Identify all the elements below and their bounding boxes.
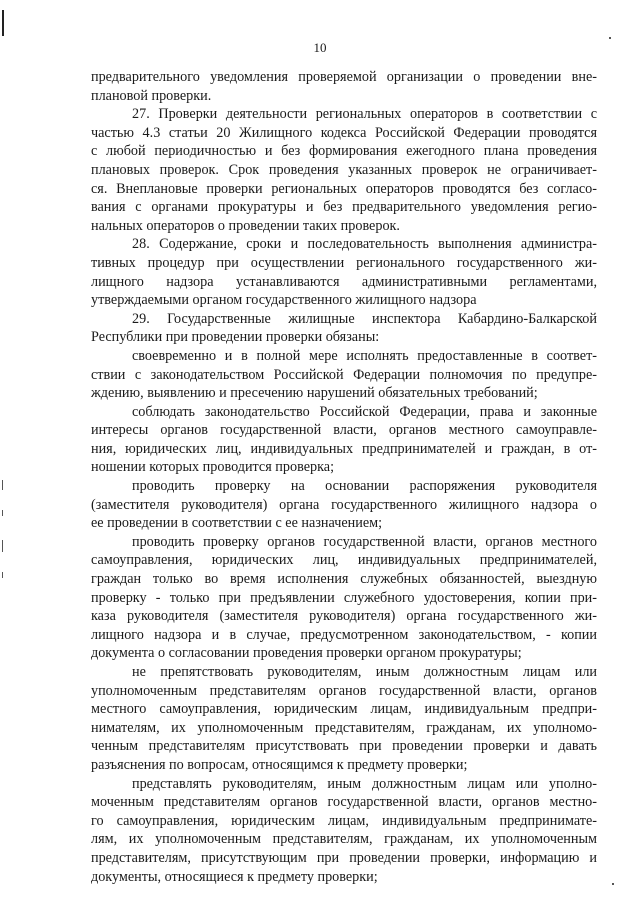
text-line: ждению, выявлению и пресечению нарушений обязательных требований; xyxy=(91,385,538,402)
text-line: с любой периодичностью и без формирования ежегодного плана проведения xyxy=(91,143,597,160)
text-line: тивных процедур при осуществлении регионального государственного жи- xyxy=(91,254,597,271)
text-line: утверждаемыми органом государственного жилищного надзора xyxy=(91,292,477,309)
paragraph xyxy=(91,68,597,105)
text-line: каза руководителя (заместителя руководителя) органа государственного жи- xyxy=(91,608,597,625)
text-line: проводить проверку на основании распоряжения руководителя xyxy=(132,478,597,495)
scan-speck xyxy=(612,883,614,885)
text-line: 28. Содержание, сроки и последовательность выполнения администра- xyxy=(132,236,597,253)
text-line: разъяснения по вопросам, относящимся к предмету проверки; xyxy=(91,756,468,773)
paragraph xyxy=(91,403,597,477)
text-line: представлять руководителям, иным должностным лицам или уполно- xyxy=(132,775,597,792)
text-line: уполномоченным представителям органов государственной власти, органов xyxy=(91,682,597,699)
text-line: соблюдать законодательство Российской Федерации, права и законные xyxy=(132,403,597,420)
scan-speck xyxy=(2,572,3,578)
text-line: местного самоуправления, юридическим лицам, индивидуальным предпри- xyxy=(91,701,597,718)
text-line: своевременно и в полной мере исполнять предоставленные в соответ- xyxy=(132,347,597,364)
scan-speck xyxy=(2,510,3,516)
text-line: ся. Внеплановые проверки региональных операторов проводятся без согласо- xyxy=(91,180,597,197)
text-line: лям, их уполномоченным представителям, гражданам, их уполномоченным xyxy=(91,831,597,848)
paragraph xyxy=(91,663,597,775)
text-line: плановых проверок. Срок проведения указанных проверок не ограничивает- xyxy=(91,161,597,178)
page-number: 10 xyxy=(313,40,327,55)
scan-speck xyxy=(2,480,3,490)
paragraph xyxy=(91,775,597,887)
text-line: нальных операторов о проведении таких проверок. xyxy=(91,217,400,234)
text-line: документы, относящиеся к предмету проверки; xyxy=(91,868,378,885)
paragraph xyxy=(91,105,597,235)
text-line: проверку - только при предъявлении служебного удостоверения, копии при- xyxy=(91,589,597,606)
text-line: предварительного уведомления проверяемой организации о проведении вне- xyxy=(91,69,597,85)
text-line: документа о согласовании проведения проверки органом прокуратуры; xyxy=(91,645,522,662)
scan-speck xyxy=(2,540,3,552)
text-line: граждан только во время исполнения служебных обязанностей, выездную xyxy=(91,571,597,588)
paragraph xyxy=(91,477,597,533)
text-line: интересы органов государственной власти, органов местного самоуправле- xyxy=(91,422,597,439)
text-line: 29. Государственные жилищные инспектора Кабардино-Балкарской xyxy=(132,310,597,327)
text-line: лищного надзора и в случае, предусмотренном законодательством, - копии xyxy=(91,626,597,643)
text-line: Республики при проведении проверки обязаны: xyxy=(91,329,380,346)
text-line: 27. Проверки деятельности региональных операторов в соответствии с xyxy=(132,106,597,123)
text-line: ее проведении в соответствии с ее назначением; xyxy=(91,515,383,532)
text-line: нимателям, их уполномоченным представителям, гражданам, их уполномо- xyxy=(91,719,597,736)
paragraph xyxy=(91,347,597,403)
text-line: ствии с законодательством Российской Федерации полномочия по предупре- xyxy=(91,366,597,383)
paragraph xyxy=(91,533,597,663)
text-line: плановой проверки. xyxy=(91,87,212,104)
text-line: (заместителя руководителя) органа государственного жилищного надзора о xyxy=(91,496,597,513)
paragraph xyxy=(91,310,597,347)
text-line: не препятствовать руководителям, иным должностным лицам или xyxy=(132,664,597,680)
scan-speck xyxy=(609,37,611,39)
paragraph xyxy=(91,235,597,309)
text-line: вания с органами прокуратуры и без предварительного уведомления регио- xyxy=(91,199,597,216)
text-line: самоуправления, юридических лиц, индивидуальных предпринимателей, xyxy=(91,552,597,569)
text-line: ношении которых проводится проверка; xyxy=(91,459,335,476)
text-line: ния, юридических лиц, индивидуальных предпринимателей и граждан, в от- xyxy=(91,440,597,457)
document-body xyxy=(91,68,597,886)
scan-edge-mark xyxy=(2,10,4,36)
text-line: проводить проверку органов государственной власти, органов местного xyxy=(132,533,597,550)
text-line: го самоуправления, юридическим лицам, индивидуальным предпринимате- xyxy=(91,812,597,829)
text-line: ченным представителям присутствовать при проведении проверки и давать xyxy=(91,738,597,755)
text-line: моченным представителям органов государственной власти, органов местно- xyxy=(91,794,597,811)
text-line: частью 4.3 статьи 20 Жилищного кодекса Российской Федерации проводятся xyxy=(91,124,597,141)
text-line: лищного надзора устанавливаются административными регламентами, xyxy=(91,273,597,290)
text-line: представителям, присутствующим при проведении проверки, информацию и xyxy=(91,849,597,866)
